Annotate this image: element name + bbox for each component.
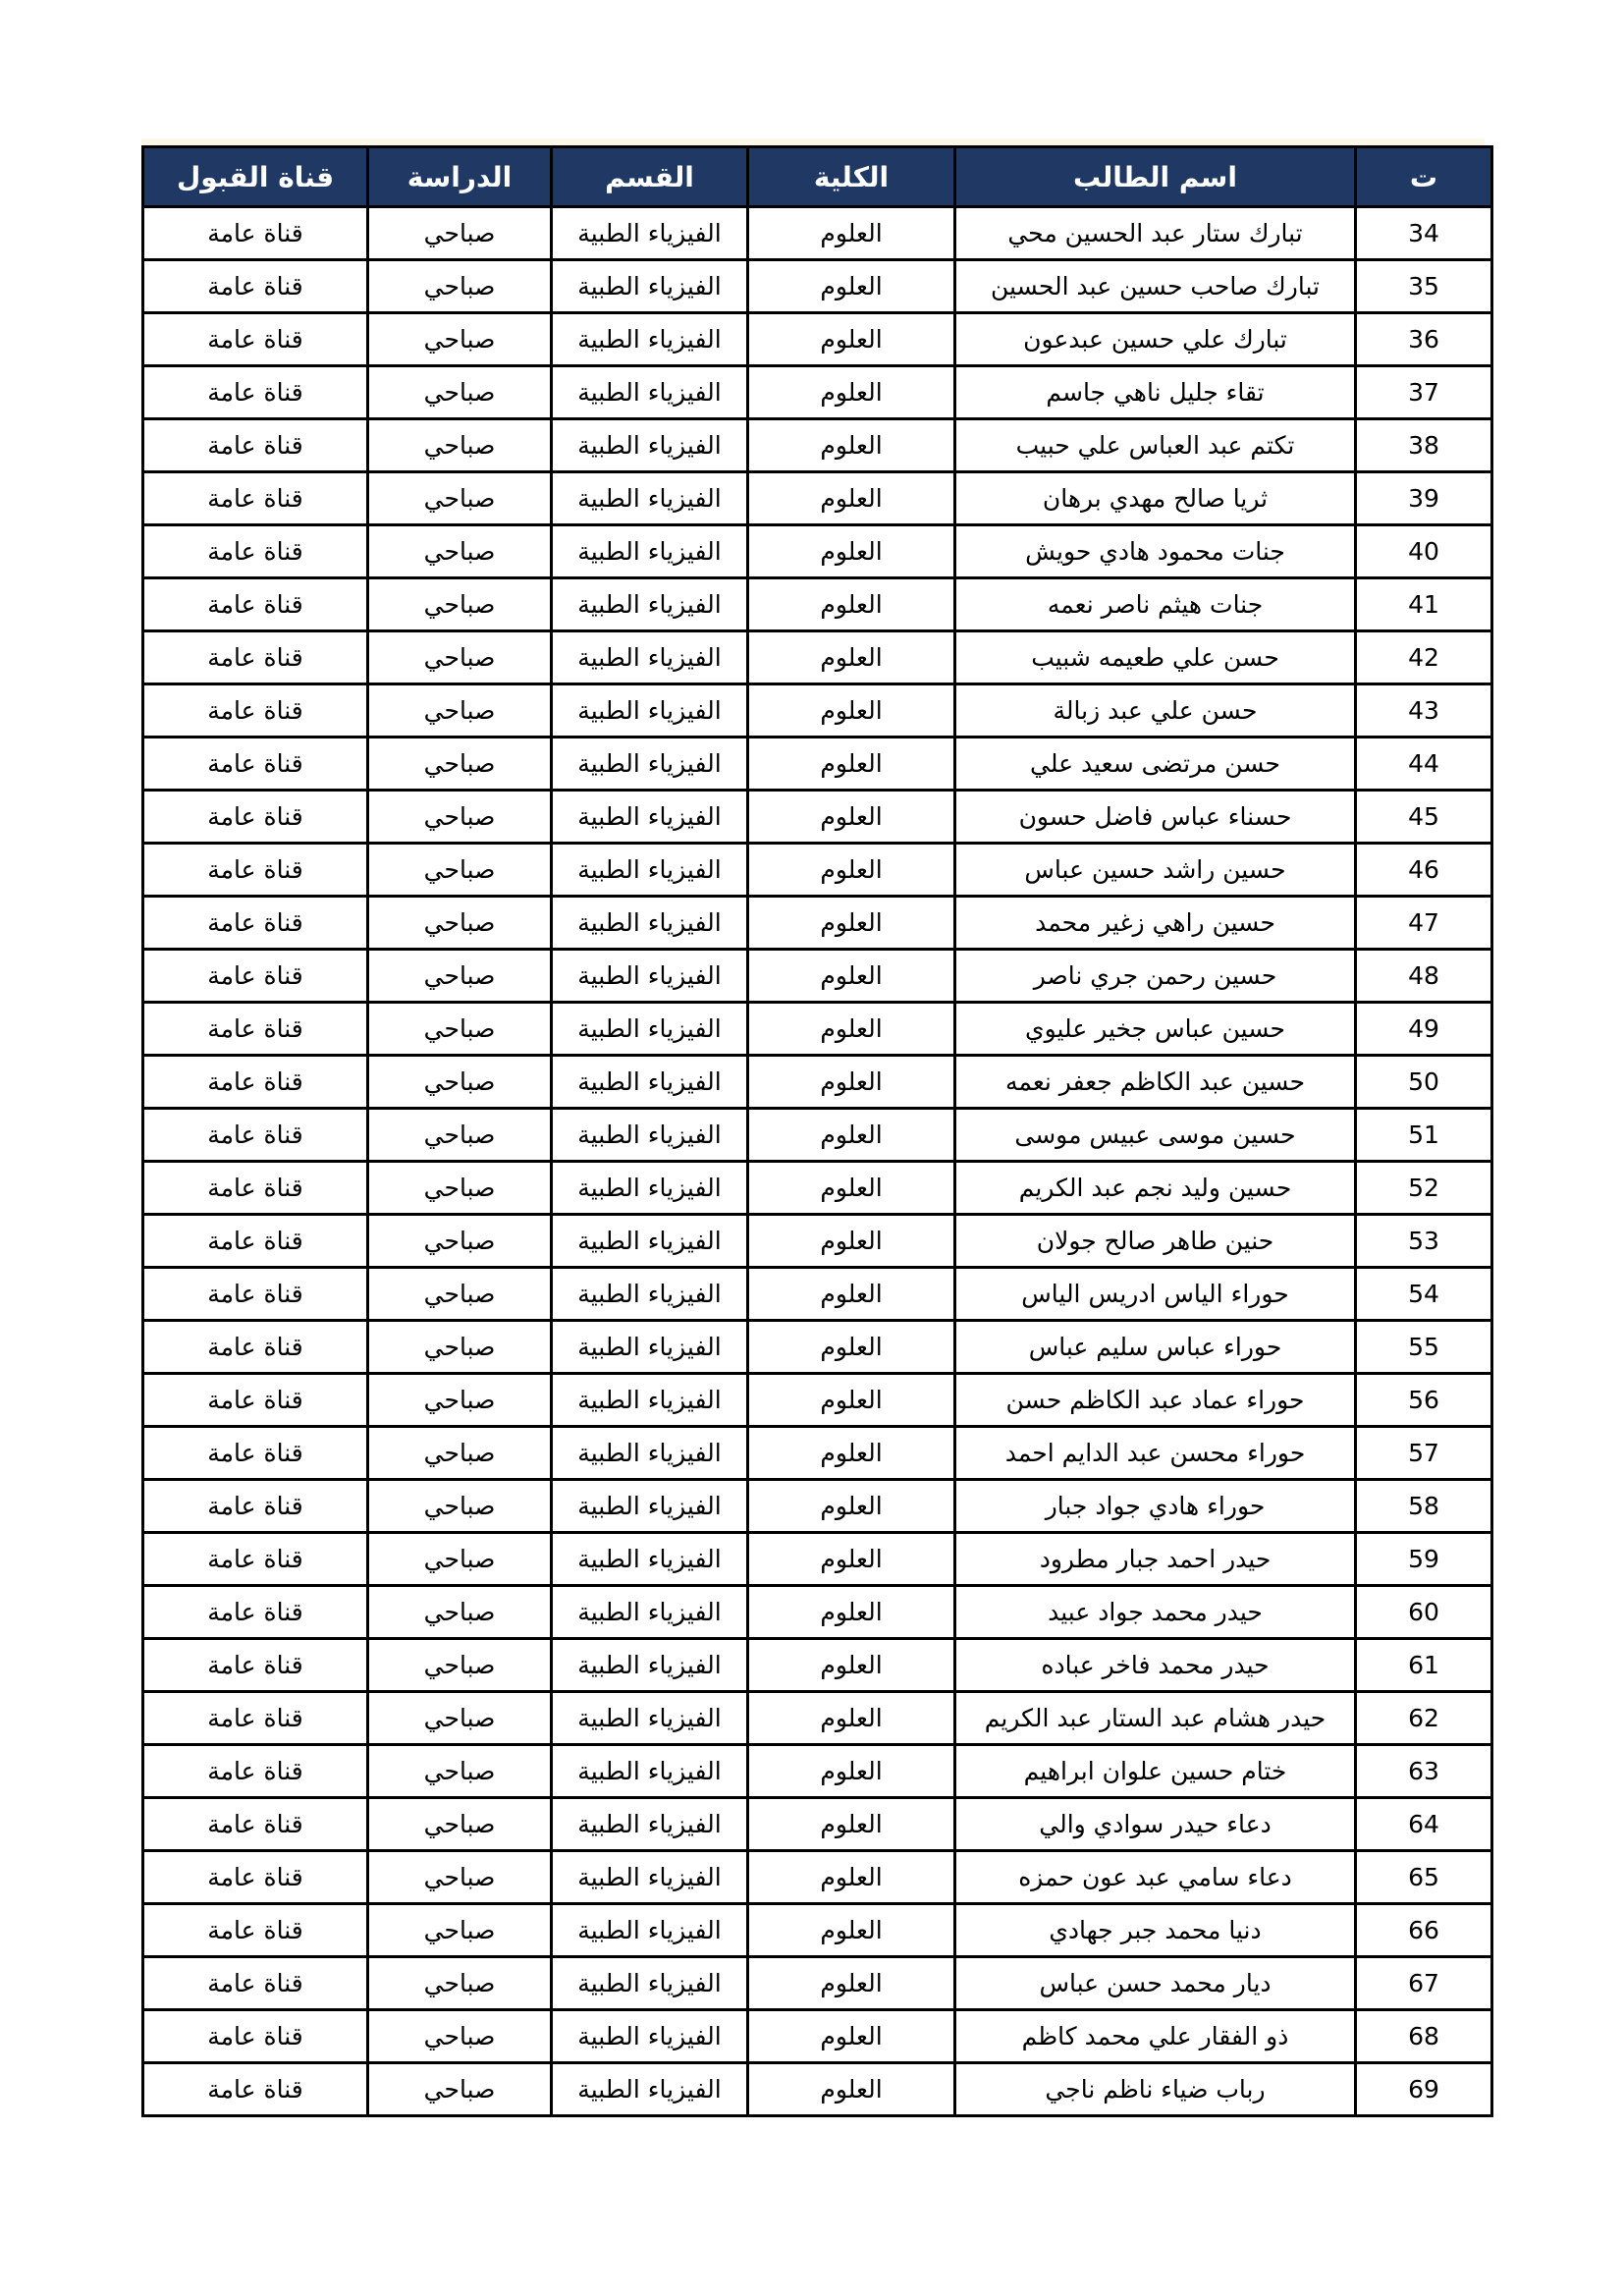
cell-student-name: تبارك ستار عبد الحسين محي xyxy=(955,207,1356,260)
table-top-accent xyxy=(141,138,1485,145)
table-row xyxy=(143,1003,1492,1056)
cell-study-type: صباحي xyxy=(368,631,552,684)
cell-student-name: ديار محمد حسن عباس xyxy=(955,1957,1356,2010)
cell-admission-channel: قناة عامة xyxy=(143,1586,368,1639)
table-row xyxy=(143,260,1492,313)
table-row xyxy=(143,1533,1492,1586)
cell-department: الفيزياء الطبية xyxy=(552,1268,748,1321)
cell-college: العلوم xyxy=(748,844,955,897)
cell-study-type: صباحي xyxy=(368,844,552,897)
cell-college: العلوم xyxy=(748,1533,955,1586)
cell-study-type: صباحي xyxy=(368,366,552,419)
table-row xyxy=(143,1374,1492,1427)
cell-student-name: حوراء عباس سليم عباس xyxy=(955,1321,1356,1374)
cell-student-name: حوراء الياس ادريس الياس xyxy=(955,1268,1356,1321)
cell-department: الفيزياء الطبية xyxy=(552,1745,748,1798)
cell-admission-channel: قناة عامة xyxy=(143,472,368,525)
cell-admission-channel: قناة عامة xyxy=(143,1745,368,1798)
cell-student-name: حوراء محسن عبد الدايم احمد xyxy=(955,1427,1356,1480)
table-row xyxy=(143,1586,1492,1639)
cell-study-type: صباحي xyxy=(368,1798,552,1851)
cell-admission-channel: قناة عامة xyxy=(143,1639,368,1692)
cell-admission-channel: قناة عامة xyxy=(143,1374,368,1427)
cell-student-name: ذو الفقار علي محمد كاظم xyxy=(955,2010,1356,2063)
cell-study-type: صباحي xyxy=(368,1003,552,1056)
cell-student-name: دنيا محمد جبر جهادي xyxy=(955,1904,1356,1957)
cell-admission-channel: قناة عامة xyxy=(143,1851,368,1904)
cell-index: 38 xyxy=(1356,419,1492,472)
cell-college: العلوم xyxy=(748,1268,955,1321)
cell-index: 65 xyxy=(1356,1851,1492,1904)
cell-study-type: صباحي xyxy=(368,1162,552,1215)
cell-admission-channel: قناة عامة xyxy=(143,844,368,897)
cell-college: العلوم xyxy=(748,738,955,791)
cell-student-name: حوراء هادي جواد جبار xyxy=(955,1480,1356,1533)
cell-admission-channel: قناة عامة xyxy=(143,1162,368,1215)
cell-department: الفيزياء الطبية xyxy=(552,1957,748,2010)
table-row xyxy=(143,313,1492,366)
table-row xyxy=(143,366,1492,419)
cell-admission-channel: قناة عامة xyxy=(143,684,368,738)
cell-study-type: صباحي xyxy=(368,1533,552,1586)
cell-index: 34 xyxy=(1356,207,1492,260)
cell-college: العلوم xyxy=(748,207,955,260)
cell-index: 62 xyxy=(1356,1692,1492,1745)
cell-student-name: جنات هيثم ناصر نعمه xyxy=(955,578,1356,631)
cell-index: 57 xyxy=(1356,1427,1492,1480)
cell-department: الفيزياء الطبية xyxy=(552,1374,748,1427)
cell-student-name: دعاء سامي عبد عون حمزه xyxy=(955,1851,1356,1904)
cell-study-type: صباحي xyxy=(368,1109,552,1162)
cell-admission-channel: قناة عامة xyxy=(143,525,368,578)
cell-college: العلوم xyxy=(748,1109,955,1162)
cell-index: 53 xyxy=(1356,1215,1492,1268)
table-row xyxy=(143,1957,1492,2010)
table-row xyxy=(143,525,1492,578)
table-row xyxy=(143,1427,1492,1480)
table-row xyxy=(143,738,1492,791)
cell-index: 37 xyxy=(1356,366,1492,419)
cell-admission-channel: قناة عامة xyxy=(143,419,368,472)
cell-college: العلوم xyxy=(748,684,955,738)
cell-student-name: حيدر احمد جبار مطرود xyxy=(955,1533,1356,1586)
cell-study-type: صباحي xyxy=(368,791,552,844)
cell-study-type: صباحي xyxy=(368,1427,552,1480)
table-row xyxy=(143,1639,1492,1692)
table-row xyxy=(143,2010,1492,2063)
table-row xyxy=(143,419,1492,472)
cell-student-name: حسين راهي زغير محمد xyxy=(955,897,1356,950)
cell-student-name: تكتم عبد العباس علي حبيب xyxy=(955,419,1356,472)
cell-study-type: صباحي xyxy=(368,1904,552,1957)
cell-college: العلوم xyxy=(748,1003,955,1056)
cell-student-name: حيدر هشام عبد الستار عبد الكريم xyxy=(955,1692,1356,1745)
cell-student-name: جنات محمود هادي حويش xyxy=(955,525,1356,578)
cell-college: العلوم xyxy=(748,2010,955,2063)
cell-index: 48 xyxy=(1356,950,1492,1003)
column-header-student-name: اسم الطالب xyxy=(955,147,1356,207)
cell-college: العلوم xyxy=(748,1586,955,1639)
cell-college: العلوم xyxy=(748,1480,955,1533)
cell-index: 35 xyxy=(1356,260,1492,313)
cell-college: العلوم xyxy=(748,1798,955,1851)
cell-study-type: صباحي xyxy=(368,684,552,738)
table-row xyxy=(143,578,1492,631)
cell-admission-channel: قناة عامة xyxy=(143,313,368,366)
cell-study-type: صباحي xyxy=(368,1321,552,1374)
table-row xyxy=(143,1745,1492,1798)
cell-department: الفيزياء الطبية xyxy=(552,472,748,525)
cell-college: العلوم xyxy=(748,1745,955,1798)
cell-study-type: صباحي xyxy=(368,313,552,366)
table-row xyxy=(143,1109,1492,1162)
cell-index: 39 xyxy=(1356,472,1492,525)
cell-student-name: حسين وليد نجم عبد الكريم xyxy=(955,1162,1356,1215)
cell-admission-channel: قناة عامة xyxy=(143,1904,368,1957)
cell-department: الفيزياء الطبية xyxy=(552,791,748,844)
cell-index: 41 xyxy=(1356,578,1492,631)
cell-study-type: صباحي xyxy=(368,1374,552,1427)
cell-college: العلوم xyxy=(748,631,955,684)
table-row xyxy=(143,2063,1492,2116)
cell-college: العلوم xyxy=(748,578,955,631)
cell-study-type: صباحي xyxy=(368,1480,552,1533)
cell-index: 36 xyxy=(1356,313,1492,366)
cell-study-type: صباحي xyxy=(368,1268,552,1321)
cell-student-name: حنين طاهر صالح جولان xyxy=(955,1215,1356,1268)
cell-index: 68 xyxy=(1356,2010,1492,2063)
cell-department: الفيزياء الطبية xyxy=(552,738,748,791)
cell-index: 67 xyxy=(1356,1957,1492,2010)
cell-study-type: صباحي xyxy=(368,1851,552,1904)
table-row xyxy=(143,950,1492,1003)
cell-admission-channel: قناة عامة xyxy=(143,1109,368,1162)
table-row xyxy=(143,1904,1492,1957)
cell-index: 52 xyxy=(1356,1162,1492,1215)
table-row xyxy=(143,1692,1492,1745)
cell-admission-channel: قناة عامة xyxy=(143,897,368,950)
cell-study-type: صباحي xyxy=(368,897,552,950)
cell-student-name: تبارك صاحب حسين عبد الحسين xyxy=(955,260,1356,313)
cell-college: العلوم xyxy=(748,313,955,366)
cell-index: 40 xyxy=(1356,525,1492,578)
cell-college: العلوم xyxy=(748,950,955,1003)
cell-study-type: صباحي xyxy=(368,1745,552,1798)
cell-admission-channel: قناة عامة xyxy=(143,950,368,1003)
cell-college: العلوم xyxy=(748,1321,955,1374)
cell-admission-channel: قناة عامة xyxy=(143,207,368,260)
cell-index: 45 xyxy=(1356,791,1492,844)
cell-index: 66 xyxy=(1356,1904,1492,1957)
table-row xyxy=(143,1798,1492,1851)
cell-department: الفيزياء الطبية xyxy=(552,207,748,260)
cell-department: الفيزياء الطبية xyxy=(552,1427,748,1480)
cell-student-name: حسين رحمن جري ناصر xyxy=(955,950,1356,1003)
cell-admission-channel: قناة عامة xyxy=(143,2063,368,2116)
cell-college: العلوم xyxy=(748,1692,955,1745)
cell-study-type: صباحي xyxy=(368,472,552,525)
cell-index: 63 xyxy=(1356,1745,1492,1798)
cell-department: الفيزياء الطبية xyxy=(552,1904,748,1957)
cell-student-name: حسن علي عبد زبالة xyxy=(955,684,1356,738)
students-table xyxy=(141,145,1493,2117)
cell-department: الفيزياء الطبية xyxy=(552,525,748,578)
cell-department: الفيزياء الطبية xyxy=(552,897,748,950)
cell-college: العلوم xyxy=(748,791,955,844)
cell-study-type: صباحي xyxy=(368,1639,552,1692)
cell-study-type: صباحي xyxy=(368,1586,552,1639)
cell-index: 50 xyxy=(1356,1056,1492,1109)
cell-college: العلوم xyxy=(748,1215,955,1268)
cell-department: الفيزياء الطبية xyxy=(552,1215,748,1268)
cell-student-name: ختام حسين علوان ابراهيم xyxy=(955,1745,1356,1798)
header-row xyxy=(143,147,1492,207)
cell-college: العلوم xyxy=(748,897,955,950)
cell-study-type: صباحي xyxy=(368,738,552,791)
cell-student-name: حيدر محمد فاخر عباده xyxy=(955,1639,1356,1692)
cell-department: الفيزياء الطبية xyxy=(552,1586,748,1639)
cell-admission-channel: قناة عامة xyxy=(143,1533,368,1586)
cell-study-type: صباحي xyxy=(368,260,552,313)
cell-admission-channel: قناة عامة xyxy=(143,1056,368,1109)
table-row xyxy=(143,1215,1492,1268)
cell-admission-channel: قناة عامة xyxy=(143,1427,368,1480)
cell-admission-channel: قناة عامة xyxy=(143,631,368,684)
cell-study-type: صباحي xyxy=(368,1215,552,1268)
cell-department: الفيزياء الطبية xyxy=(552,950,748,1003)
column-header-index: ت xyxy=(1356,147,1492,207)
cell-department: الفيزياء الطبية xyxy=(552,631,748,684)
cell-index: 69 xyxy=(1356,2063,1492,2116)
table-body xyxy=(143,207,1492,2116)
cell-index: 59 xyxy=(1356,1533,1492,1586)
cell-study-type: صباحي xyxy=(368,419,552,472)
cell-student-name: حيدر محمد جواد عبيد xyxy=(955,1586,1356,1639)
cell-college: العلوم xyxy=(748,366,955,419)
cell-student-name: حسين عبد الكاظم جعفر نعمه xyxy=(955,1056,1356,1109)
cell-department: الفيزياء الطبية xyxy=(552,1798,748,1851)
cell-student-name: رباب ضياء ناظم ناجي xyxy=(955,2063,1356,2116)
cell-department: الفيزياء الطبية xyxy=(552,1692,748,1745)
cell-student-name: تبارك علي حسين عبدعون xyxy=(955,313,1356,366)
column-header-college: الكلية xyxy=(748,147,955,207)
cell-student-name: حسين عباس جخير عليوي xyxy=(955,1003,1356,1056)
cell-admission-channel: قناة عامة xyxy=(143,738,368,791)
cell-department: الفيزياء الطبية xyxy=(552,1109,748,1162)
cell-admission-channel: قناة عامة xyxy=(143,1321,368,1374)
table-row xyxy=(143,791,1492,844)
cell-department: الفيزياء الطبية xyxy=(552,260,748,313)
cell-college: العلوم xyxy=(748,419,955,472)
table-row xyxy=(143,1480,1492,1533)
cell-index: 60 xyxy=(1356,1586,1492,1639)
cell-index: 42 xyxy=(1356,631,1492,684)
table-row xyxy=(143,1268,1492,1321)
cell-study-type: صباحي xyxy=(368,950,552,1003)
cell-index: 61 xyxy=(1356,1639,1492,1692)
cell-student-name: حسن علي طعيمه شبيب xyxy=(955,631,1356,684)
cell-department: الفيزياء الطبية xyxy=(552,1056,748,1109)
cell-department: الفيزياء الطبية xyxy=(552,2063,748,2116)
cell-study-type: صباحي xyxy=(368,207,552,260)
cell-department: الفيزياء الطبية xyxy=(552,2010,748,2063)
cell-student-name: حوراء عماد عبد الكاظم حسن xyxy=(955,1374,1356,1427)
table-row xyxy=(143,1162,1492,1215)
cell-admission-channel: قناة عامة xyxy=(143,1692,368,1745)
cell-index: 56 xyxy=(1356,1374,1492,1427)
cell-department: الفيزياء الطبية xyxy=(552,419,748,472)
cell-admission-channel: قناة عامة xyxy=(143,1480,368,1533)
cell-admission-channel: قناة عامة xyxy=(143,1957,368,2010)
cell-admission-channel: قناة عامة xyxy=(143,2010,368,2063)
cell-college: العلوم xyxy=(748,2063,955,2116)
cell-college: العلوم xyxy=(748,1374,955,1427)
cell-index: 58 xyxy=(1356,1480,1492,1533)
cell-admission-channel: قناة عامة xyxy=(143,1003,368,1056)
cell-college: العلوم xyxy=(748,1851,955,1904)
cell-student-name: حسين راشد حسين عباس xyxy=(955,844,1356,897)
cell-admission-channel: قناة عامة xyxy=(143,791,368,844)
table-row xyxy=(143,897,1492,950)
cell-admission-channel: قناة عامة xyxy=(143,578,368,631)
cell-college: العلوم xyxy=(748,1639,955,1692)
cell-college: العلوم xyxy=(748,472,955,525)
cell-college: العلوم xyxy=(748,1904,955,1957)
table-row xyxy=(143,1056,1492,1109)
cell-department: الفيزياء الطبية xyxy=(552,366,748,419)
cell-college: العلوم xyxy=(748,1162,955,1215)
cell-study-type: صباحي xyxy=(368,2063,552,2116)
table-row xyxy=(143,684,1492,738)
cell-admission-channel: قناة عامة xyxy=(143,260,368,313)
cell-student-name: حسن مرتضى سعيد علي xyxy=(955,738,1356,791)
cell-admission-channel: قناة عامة xyxy=(143,366,368,419)
cell-study-type: صباحي xyxy=(368,1692,552,1745)
cell-index: 49 xyxy=(1356,1003,1492,1056)
table-row xyxy=(143,1321,1492,1374)
cell-index: 47 xyxy=(1356,897,1492,950)
cell-department: الفيزياء الطبية xyxy=(552,1533,748,1586)
cell-admission-channel: قناة عامة xyxy=(143,1798,368,1851)
cell-study-type: صباحي xyxy=(368,2010,552,2063)
cell-department: الفيزياء الطبية xyxy=(552,1321,748,1374)
cell-index: 46 xyxy=(1356,844,1492,897)
cell-student-name: تقاء جليل ناهي جاسم xyxy=(955,366,1356,419)
cell-student-name: حسين موسى عبيس موسى xyxy=(955,1109,1356,1162)
cell-index: 44 xyxy=(1356,738,1492,791)
cell-index: 64 xyxy=(1356,1798,1492,1851)
cell-index: 43 xyxy=(1356,684,1492,738)
cell-study-type: صباحي xyxy=(368,525,552,578)
cell-college: العلوم xyxy=(748,525,955,578)
cell-department: الفيزياء الطبية xyxy=(552,1639,748,1692)
cell-department: الفيزياء الطبية xyxy=(552,1162,748,1215)
cell-college: العلوم xyxy=(748,1957,955,2010)
cell-college: العلوم xyxy=(748,260,955,313)
table-row xyxy=(143,844,1492,897)
cell-department: الفيزياء الطبية xyxy=(552,1003,748,1056)
cell-index: 51 xyxy=(1356,1109,1492,1162)
cell-department: الفيزياء الطبية xyxy=(552,313,748,366)
cell-study-type: صباحي xyxy=(368,1957,552,2010)
cell-department: الفيزياء الطبية xyxy=(552,844,748,897)
cell-index: 55 xyxy=(1356,1321,1492,1374)
cell-student-name: حسناء عباس فاضل حسون xyxy=(955,791,1356,844)
table-header xyxy=(143,147,1492,207)
cell-department: الفيزياء الطبية xyxy=(552,684,748,738)
table-row xyxy=(143,207,1492,260)
table-row xyxy=(143,1851,1492,1904)
table-row xyxy=(143,472,1492,525)
cell-study-type: صباحي xyxy=(368,578,552,631)
cell-department: الفيزياء الطبية xyxy=(552,1480,748,1533)
cell-study-type: صباحي xyxy=(368,1056,552,1109)
cell-admission-channel: قناة عامة xyxy=(143,1268,368,1321)
table-row xyxy=(143,631,1492,684)
cell-index: 54 xyxy=(1356,1268,1492,1321)
cell-college: العلوم xyxy=(748,1427,955,1480)
cell-student-name: ثريا صالح مهدي برهان xyxy=(955,472,1356,525)
cell-department: الفيزياء الطبية xyxy=(552,1851,748,1904)
column-header-study-type: الدراسة xyxy=(368,147,552,207)
cell-student-name: دعاء حيدر سوادي والي xyxy=(955,1798,1356,1851)
cell-college: العلوم xyxy=(748,1056,955,1109)
column-header-admission-channel: قناة القبول xyxy=(143,147,368,207)
cell-admission-channel: قناة عامة xyxy=(143,1215,368,1268)
column-header-department: القسم xyxy=(552,147,748,207)
cell-department: الفيزياء الطبية xyxy=(552,578,748,631)
